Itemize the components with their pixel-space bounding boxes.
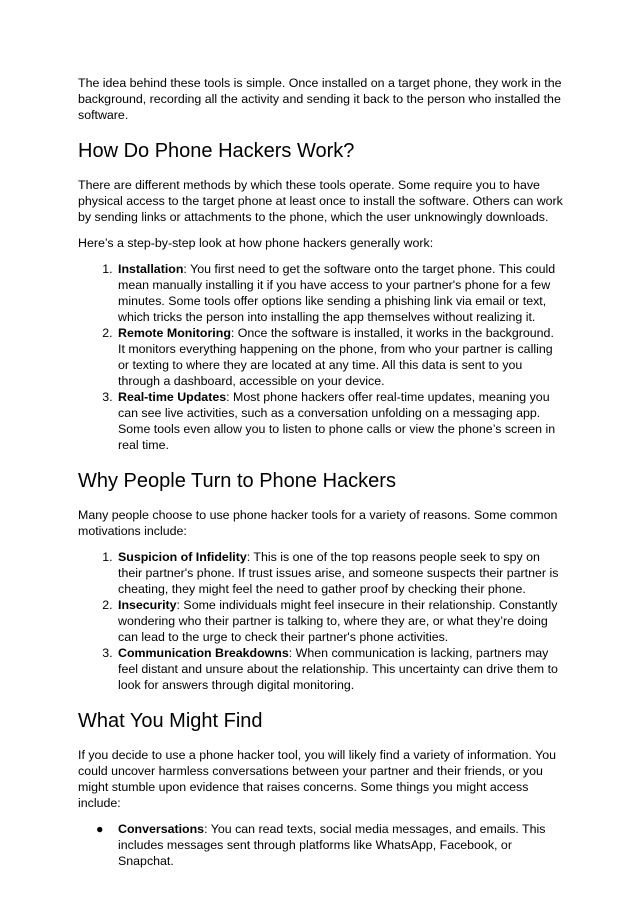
section-heading: What You Might Find [78,710,263,732]
item-term: Communication Breakdowns [118,646,289,660]
item-term: Real-time Updates [118,390,227,404]
item-text: : Once the software is installed, it works in the background. It monitors everything happening on the phone, from who your partner is calling or texting to where they are located at any time. All this data is sent to you through a dashboard, accessible on your device. [118,326,554,388]
item-term: Conversations [118,822,205,836]
numbered-list [78,549,564,693]
item-text: : When communication is lacking, partners may feel distant and unsure about the relationship. This uncertainty can drive them to look for answers through digital monitoring. [118,646,558,692]
list-item [116,597,564,645]
paragraph: If you decide to use a phone hacker tool, you will likely find a variety of information. You could uncover harmless conversations between your partner and their friends, or you might stumble upon evidence that raises concerns. Some things you might access include: [78,748,557,810]
paragraph: Here’s a step-by-step look at how phone hackers generally work: [78,236,434,250]
item-term: Remote Monitoring [118,326,231,340]
intro-paragraph: The idea behind these tools is simple. Once installed on a target phone, they work in the background, recording all the activity and sending it back to the person who installed the software. [78,76,562,122]
item-text: : Most phone hackers offer real-time updates, meaning you can see live activities, such as a conversation unfolding on a messaging app. Some tools even allow you to listen to phone calls or view the phone’s screen in real time. [118,390,556,452]
list-item [116,261,564,325]
list-item [116,389,564,453]
paragraph: There are different methods by which these tools operate. Some require you to have physical access to the target phone at least once to install the software. Others can work by sending links or attachments to the phone, which the user unknowingly downloads. [78,178,563,224]
section-heading: Why People Turn to Phone Hackers [78,470,396,492]
item-text: : Some individuals might feel insecure in their relationship. Constantly wondering who their partner is talking to, where they are, or what they’re doing can lead to the urge to check their partner's phone activities. [118,598,558,644]
list-item [96,821,564,869]
paragraph: Many people choose to use phone hacker tools for a variety of reasons. Some common motivations include: [78,508,558,538]
item-text: : You first need to get the software onto the target phone. This could mean manually installing it if you have access to your partner's phone for a few minutes. Some tools offer options like sending a phishing link via email or text, which tricks the person into installing the app themselves without realizing it. [118,262,556,324]
numbered-list [78,261,564,453]
document-page [78,75,564,879]
item-term: Insecurity [118,598,177,612]
item-term: Installation [118,262,184,276]
list-item [116,645,564,693]
list-item [116,325,564,389]
section-heading: How Do Phone Hackers Work? [78,140,355,162]
item-term: Suspicion of Infidelity [118,550,247,564]
item-text: : This is one of the top reasons people seek to spy on their partner's phone. If trust issues arise, and someone suspects their partner is cheating, they might feel the need to gather proof by checking their phone. [118,550,559,596]
list-item [116,549,564,597]
item-text: : You can read texts, social media messages, and emails. This includes messages sent through platforms like WhatsApp, Facebook, or Snapchat. [118,822,546,868]
bullet-icon: ● [96,822,104,836]
bullet-list [78,821,564,869]
